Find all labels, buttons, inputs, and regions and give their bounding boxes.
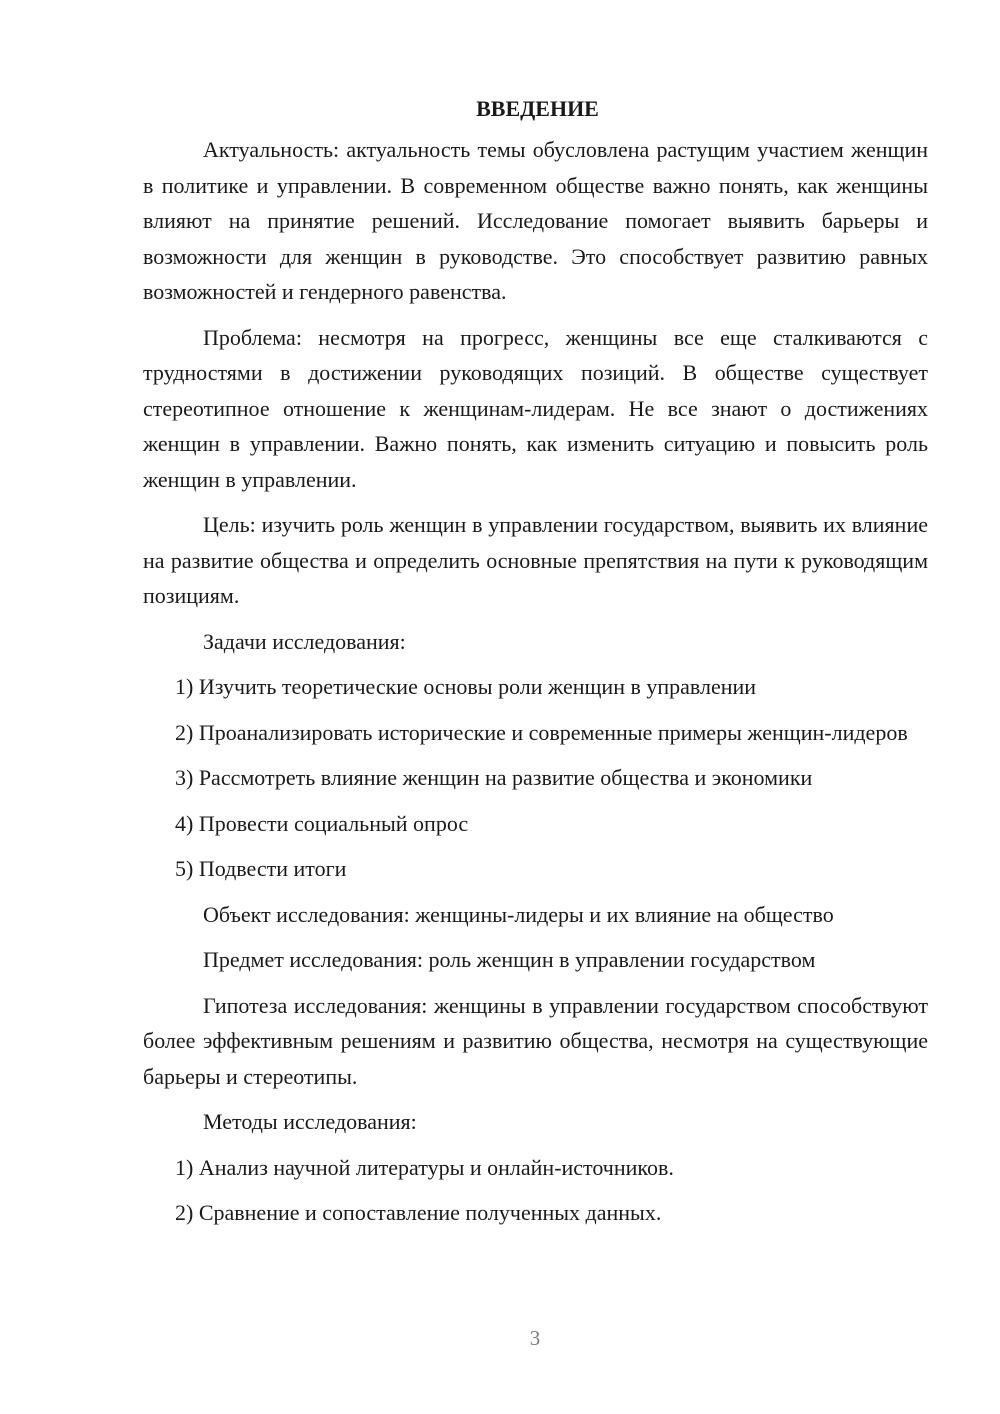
task-item: 3) Рассмотреть влияние женщин на развитие общества и экономики (175, 765, 813, 790)
method-item: 1) Анализ научной литературы и онлайн-источников. (175, 1154, 674, 1180)
page-title: ВВЕДЕНИЕ (476, 96, 599, 121)
document-page (143, 92, 928, 1241)
hypothesis-paragraph: Гипотеза исследования: женщины в управлении государством способствуют более эффективным решениям и развитию общества, несмотря на существующие барьеры и стереотипы. (143, 992, 928, 1089)
methods-label: Методы исследования: (203, 1109, 417, 1134)
task-item: 4) Провести социальный опрос (175, 810, 469, 836)
relevance-paragraph: Актуальность: актуальность темы обусловлена растущим участием женщин в политике и управлении. В современном обществе важно понять, как женщины влияют на принятие решений. Исследование помогает выявить барьеры и возможности для женщин в руководстве. Это способствует развитию равных возможностей и гендерного равенства. (143, 137, 928, 304)
subject-paragraph: Предмет исследования: роль женщин в управлении государством (203, 947, 816, 972)
task-item: 2) Проанализировать исторические и современные примеры женщин-лидеров (175, 719, 908, 745)
tasks-label: Задачи исследования: (203, 628, 406, 654)
problem-paragraph: Проблема: несмотря на прогресс, женщины все еще сталкиваются с трудностями в достижении руководящих позиций. В обществе существует стереотипное отношение к женщинам-лидерам. Не все знают о достижениях женщин в управлении. Важно понять, как изменить ситуацию и повысить роль женщин в управлении. (143, 324, 928, 492)
page-number: 3 (529, 1326, 541, 1350)
task-item: 1) Изучить теоретические основы роли женщин в управлении (175, 674, 757, 699)
object-paragraph: Объект исследования: женщины-лидеры и их влияние на общество (203, 901, 834, 927)
task-item: 5) Подвести итоги (175, 856, 347, 881)
goal-paragraph: Цель: изучить роль женщин в управлении государством, выявить их влияние на развитие общества и определить основные препятствия на пути к руководящим позициям. (143, 512, 928, 608)
method-item: 2) Сравнение и сопоставление полученных данных. (175, 1200, 662, 1225)
